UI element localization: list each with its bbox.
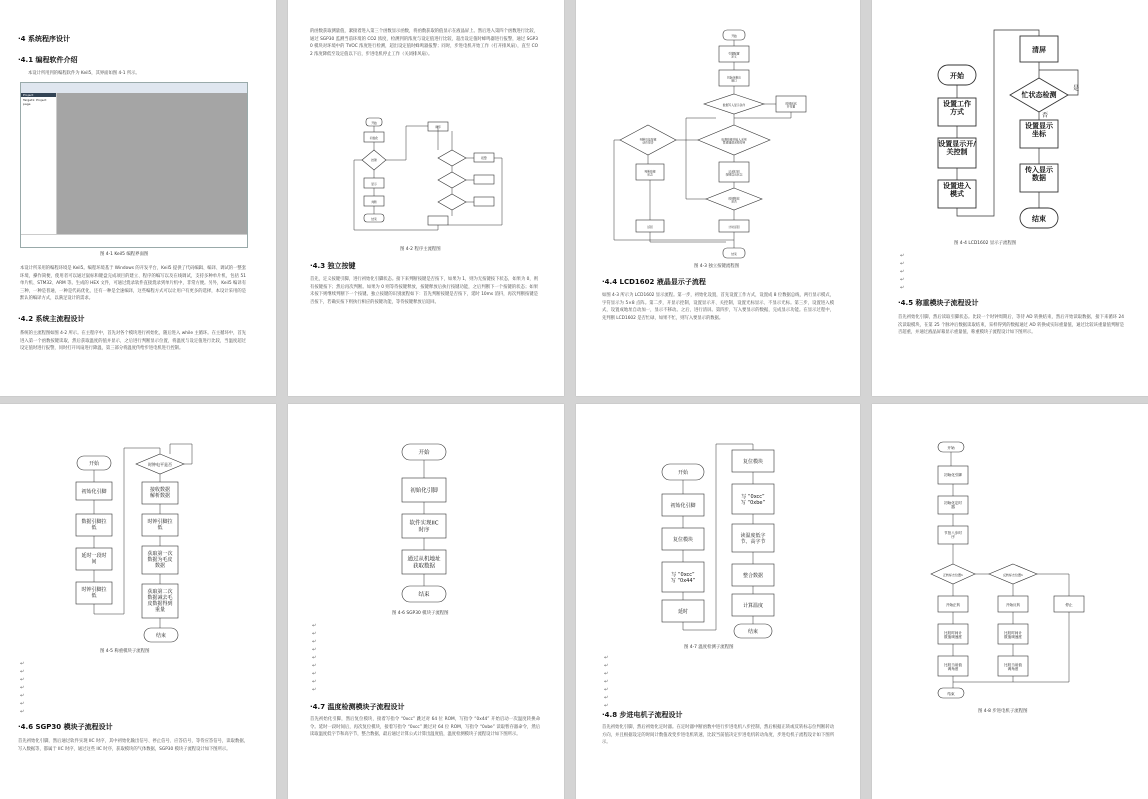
flow-label: 按键 [371, 158, 377, 162]
subsection-heading: ·4.3 独立按键 [310, 262, 356, 270]
section-heading: ·4 系统程序设计 [18, 35, 70, 43]
paragraph: 首先，定义按键引脚，进行初始化引脚状态。接下来判断按键是否按下，如果为 1，则为无按键按下状态，如果为 0，则有按键按下；然后再次判断。如果为 0 则等待按键释放，按键释放后执行按键功能，之后判断下一个按键的状态；如果未按下则继续判断下一个按键。独立按键的识别流程如下：首先判断按键是否按下，延时 10ms 消抖，再次判断按键是否按下，若确实按下则执行相应的按键功能，等待按键释放后返回。 [310, 277, 538, 305]
subsection-heading: ·4.7 温度检测模块子流程设计 [310, 703, 405, 711]
flow-label: 获取第二次数据减去毛皮数据得到重量 [147, 589, 173, 613]
page-2 [288, 0, 564, 396]
flow-label: 初始化 [369, 136, 379, 140]
flow-label: 报警 [481, 156, 487, 160]
flow-label: 显示 [371, 182, 377, 186]
flow-label: 延时 [677, 609, 689, 615]
flow-label: 开始反转 [1005, 603, 1021, 607]
flow-step [428, 216, 448, 225]
flow-label: 判断功能按键动作是否 [639, 137, 657, 145]
paragraph: 本设计所用到的编程软件为 Keil5，其界面如图 4-1 所示。 [28, 71, 140, 76]
empty-paragraph-marks: ↵ ↵ ↵ ↵ ↵ ↵ ↵ [604, 655, 609, 709]
flow-label: 初始化相应端口 [727, 75, 741, 83]
page-6 [288, 404, 564, 799]
flow-label: 节拍八步时序 [944, 530, 962, 540]
flow-label: 比较时间计数值调速度 [944, 630, 962, 640]
flow-label: 是 [1072, 85, 1080, 92]
flow-label: 接收数据解析数据 [149, 487, 171, 499]
subsection-heading: ·4.5 称重模块子流程设计 [898, 299, 979, 307]
flow-label: 初始化引脚 [81, 489, 107, 495]
flow-label: 结束 [747, 629, 759, 635]
flow-label: 判断 [371, 200, 377, 204]
empty-paragraph-marks: ↵ ↵ ↵ ↵ ↵ ↵ ↵ ↵ ↵ [312, 623, 317, 693]
flow-label: 清屏 [1032, 46, 1046, 54]
paragraph: 首先初始化引脚，然后通过软件实现 IIC 时序，其中初始化输出信号、停止信号、应答信号，等待应答信号，读取数据，写入数据等，都属于 IIC 时序，通过这些 IIC 时序，获取模块的气体数据，SGP30 模块子流程设计如下图所示。 [18, 739, 248, 752]
flow-label: 设置工作方式 [943, 99, 971, 117]
flow-label: 初始化引脚 [670, 503, 696, 509]
empty-paragraph-marks: ↵ ↵ ↵ ↵ ↵ [900, 253, 905, 291]
flow-decision [438, 172, 466, 188]
flow-label: 设置进入模式 [943, 181, 971, 199]
page-4 [872, 0, 1148, 396]
flow-label: 否 [1041, 112, 1049, 119]
flow-step [474, 197, 494, 206]
page-3 [576, 0, 860, 396]
flow-label: 延时一段时间 [81, 553, 107, 565]
flow-label: 初始化引脚 [410, 488, 438, 494]
flow-label: 结束 [418, 592, 430, 598]
figure-caption: 图 4-2 程序主流程图 [400, 247, 441, 252]
flow-label: 数据写入显示条件 [722, 103, 746, 107]
flow-label: 开始 [731, 34, 737, 38]
page-5 [0, 404, 276, 799]
flow-label: 获取第一次数据为毛皮数据 [147, 551, 173, 569]
paragraph: 的函数获取测量值，紧接着进入第三个函数显示函数，将函数获取的值显示在液晶屏上。然后进入第四个函数进行比较，通过 SGP30 监测当前环境的 CO2 浓度，检测到的浓度与设定值进行比较，超出设定值时蜂鸣器进行报警，通过 SGP30 模块对环境中的 TVOC 浓度进行检测，超出设定值时蜂鸣器报警；同时，步进电机开始工作（打开排风扇），直至 CO2 浓度降低至设定值以下后，步进电机停止工作（关闭排风扇）。 [310, 29, 538, 57]
flow-label: 时钟电平是否 [148, 462, 172, 467]
figure-caption: 图 4-8 步进电机子流程图 [978, 709, 1028, 714]
flow-label: 开始 [947, 446, 955, 450]
flow-label: 结束 [371, 217, 377, 221]
subsection-heading: ·4.1 编程软件介绍 [18, 56, 78, 64]
subsection-heading: ·4.8 步进电机子流程设计 [602, 711, 683, 719]
flow-label: 忙状态检测 [1021, 91, 1057, 99]
flow-label: 设置显示开/关控制 [938, 139, 976, 157]
figure-caption: 图 4-4 LCD1602 显示子流程图 [954, 241, 1017, 246]
flow-label: 初始化引脚 [944, 473, 962, 477]
paragraph: 系统的主流程图如图 4-2 所示。在主程序中，首先对各个模块进行初始化，随后进入 while 主循环。在主循环中，首先进入第一个函数按键读取，然后获取温度的值并显示，之后进行判断显示位置，将温度与设定值进行比较，当温度超过设定值时进行报警，同时打开风扇进行降温，第三部分将温度传给步进电机进行控制。 [20, 331, 246, 352]
flow-step [474, 175, 494, 184]
flow-label: 结束 [947, 692, 955, 696]
paragraph: 首先初始化引脚，然后复位模块，接着写指令 “0xcc” 跳过对 64 位 ROM，写指令 “0x44” 开始启动一次温度转换命令。延时一段时间后，再次复位模块，接着写指令 “0xcc” 跳过对 64 位 ROM，写指令 “0xbe” 读取暂存器命令，然后读取温度低字节和高字节，整合数据，最后通过计算公式计算出温度值，温度检测模块子流程设计如下图所示。 [310, 717, 540, 738]
flow-decision [438, 194, 466, 210]
flow-label: 计算温度 [742, 603, 764, 609]
project-panel [21, 93, 57, 235]
flow-label: 比较时间计数值调速度 [1004, 630, 1022, 640]
subsection-heading: ·4.4 LCD1602 液晶显示子流程 [602, 278, 706, 286]
flow-label: 正转标志位置1 [943, 573, 963, 577]
flow-label: 比较当前值调角度 [1004, 662, 1022, 672]
figure-caption: 图 4-7 温度检测子流程图 [684, 645, 734, 650]
flow-label: 开始 [677, 470, 689, 476]
paragraph: 如图 4-3 所示为 LCD1602 显示流程。第一步，初始化设置，首先设置工作方式，设置成 8 位数据总线，两行显示模式，字符显示为 5×8 点阵。第二步，开显示控制，设置显示开、关控制，设置光标显示、不显示光标。第三步，设置进入模式，设置成地址自动加一，显示不移动。之后，进行清屏。第四步，写入要显示的数据，完成显示功能。在显示过程中，先判断 LCD1602 是否忙碌，如果不忙，则写入要显示的数据。 [602, 293, 834, 321]
flow-label: 开始 [88, 461, 100, 467]
paragraph: 首先初始化引脚，然后初始化定时器。在定时器中断函数中进行步进电机八步控制，然后根据正转或反转标志位判断转动方向，并且根据设定的时间计数值改变步进电机转速，比较当前值决定步进电机转动角度，步进电机子流程设计如下图所示。 [602, 725, 834, 746]
paragraph: 本设计所采用的编程环境是 Keil5。编程环境基于 Windows 的开发平台，Keil5 提供了代码编辑、编译、调试的一整套环境，操作简便，使用者可以通过鼠标和键盘完成项目的建立、程序的编写以及在线调试，支持多种单片机，包括 51 单片机、STM32、ARM 等。生成的 HEX 文件，可通过烧录软件直接烧录到单片机中，非常方便。另外，Keil5 编译有三种，一种是普通，一种是代码优化，还有一种是全速编译，这些编程方式可以让用户有更多的选择，本设计采用的是默认的编译方式，以满足设计的需求。 [20, 266, 246, 302]
flow-label: 结束 [731, 252, 737, 256]
figure-caption: 图 4-3 独立按键流程图 [694, 264, 740, 269]
flow-label: 写 “0xcc”写 “0x44” [670, 572, 696, 584]
flow-label: 读温度低字节、高字节 [740, 533, 766, 545]
flow-label: 返回 [647, 225, 653, 229]
flow-label: 时钟引脚拉低 [81, 587, 107, 599]
flow-label: 判断按键状态 [644, 169, 656, 177]
editor-area [57, 93, 247, 235]
subsection-heading: ·4.2 系统主流程设计 [18, 315, 85, 323]
flow-label: 记录时间按键读出状态 [725, 169, 743, 177]
flow-label: 比较当前值调角度 [944, 662, 962, 672]
page-1 [0, 0, 276, 396]
flow-label: 反转标志位置1 [1003, 573, 1023, 577]
flow-label: 时钟引脚拉低 [147, 519, 173, 531]
build-output [21, 234, 247, 247]
flow-label: 初始化定时器 [944, 500, 962, 510]
flow-label: 结束 [155, 633, 167, 639]
flow-label: 复位模块 [742, 459, 764, 465]
flow-label: 计时返回 [728, 225, 740, 229]
flow-label: 检测按键并输入采用管道通道采样时钟 [721, 137, 747, 145]
figure-caption: 图 4-1 Keil5 编程界面图 [100, 252, 149, 257]
project-tree: Target1: Project page [23, 98, 47, 106]
flow-label: 整合数据 [742, 573, 764, 579]
flow-label: 停止 [1065, 603, 1073, 607]
flow-label: 调节 [435, 125, 441, 129]
flow-label: 数据引脚拉低 [81, 519, 107, 531]
flow-label: 开始 [371, 121, 377, 125]
page-7 [576, 404, 860, 799]
flow-label: 开始正转 [945, 603, 961, 607]
flow-label: 开始 [950, 72, 964, 80]
flow-label: 写 “0xcc”写 “0xbe” [740, 494, 766, 506]
flow-label: 按键释放是否 [728, 196, 740, 204]
figure-caption: 图 4-5 称重模块子流程图 [100, 649, 150, 654]
flow-label: 传入显示数据 [1025, 165, 1053, 183]
panel-header: Project [21, 93, 56, 97]
keil-screenshot [20, 82, 248, 248]
empty-paragraph-marks: ↵ ↵ ↵ ↵ ↵ ↵ ↵ [20, 661, 25, 715]
flow-label: 复位模块 [672, 537, 694, 543]
main-flowchart [288, 0, 564, 396]
page-8 [872, 404, 1148, 799]
flow-label: 开始 [418, 450, 430, 456]
flow-label: 设置显示坐标 [1025, 121, 1053, 139]
flow-label: 软件实现IIC 时序 [409, 520, 439, 534]
flow-label: 通过从机地址获取数据 [407, 556, 441, 570]
flow-label: 结束 [1032, 215, 1046, 223]
flow-label: 引脚配置定义 [728, 51, 740, 59]
paragraph: 首先初始化引脚，然后读取引脚状态。比较一个时钟周期后，等待 AD 转换结束，然后开始读取数据，接下来循环 24 次读取模块，在第 25 个脉冲后数据读取结束，采样得到的数据通过 AD 转换成实际重量值，通过比较该重量值判断是否超重，并通过液晶屏幕显示重量值，称重模块子流程设计如下图所示。 [898, 315, 1124, 336]
figure-caption: 图 4-6 SGP30 模块子流程图 [392, 611, 449, 616]
stepper-flowchart [872, 404, 1148, 799]
flow-label: 按键延迟并设置 [785, 101, 797, 109]
flow-decision [438, 150, 466, 166]
subsection-heading: ·4.6 SGP30 模块子流程设计 [18, 723, 113, 731]
